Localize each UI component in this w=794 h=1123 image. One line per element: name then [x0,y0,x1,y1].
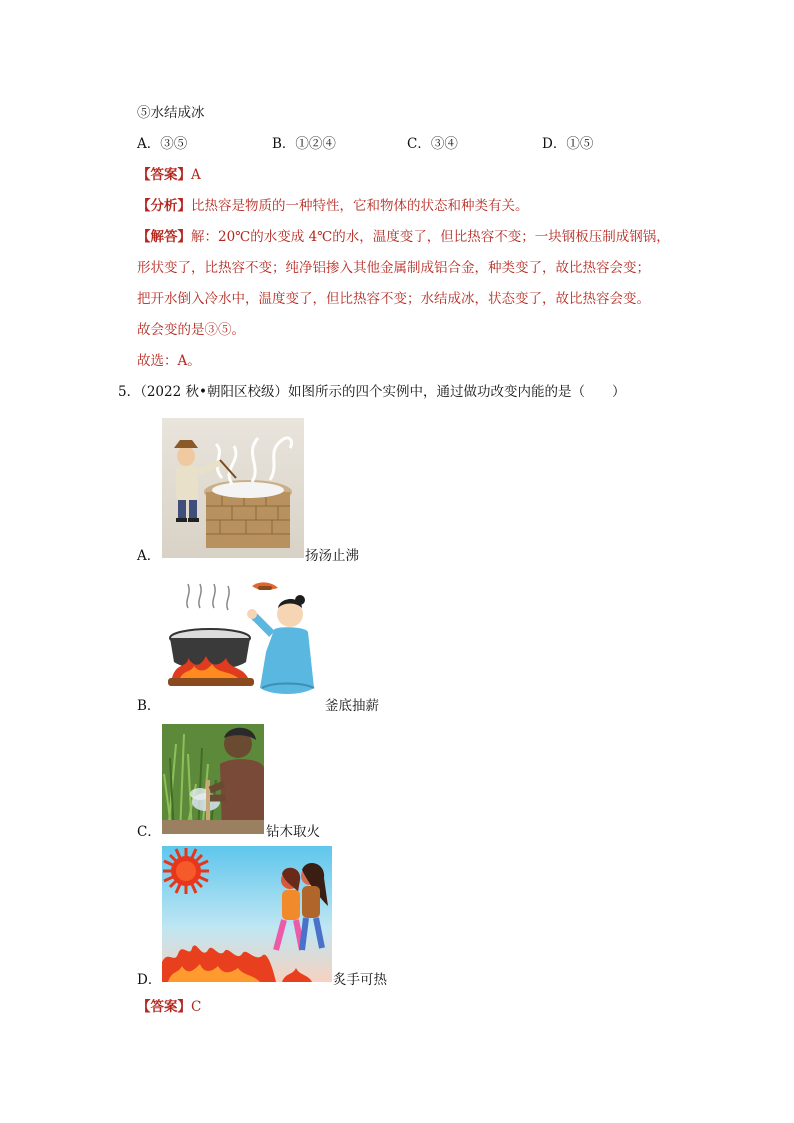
option-d-label: D． [137,972,162,988]
q4-solution-line-2: 形状变了，比热容不变；纯净铝掺入其他金属制成铝合金，种类变了，故比热容会变； [137,260,650,276]
option-d-image [162,846,332,982]
q4-solution-line-1 [137,227,670,247]
q4-answer [137,165,201,185]
option-b-image [162,578,324,708]
option-c-image [162,724,264,834]
solution-text-1: 解：20℃的水变成 4℃的水，温度变了，但比热容不变；一块钢板压制成钢锅， [191,229,670,245]
q5-answer [137,997,201,1017]
option-c-caption: 钻木取火 [266,824,320,840]
q4-choice: 故选：A。 [137,353,201,369]
q4-option-c: C．③④ [407,136,458,152]
option-b-label: B． [137,698,161,714]
q5-stem: 5．（2022 秋•朝阳区校级）如图所示的四个实例中，通过做功改变内能的是（ ） [118,384,626,400]
option-a-caption: 扬汤止沸 [305,548,359,564]
answer-tag: 【答案】 [137,167,191,183]
q4-solution-line-3: 把开水倒入冷水中，温度变了，但比热容不变；水结成冰，状态变了，故比热容会变。 [137,291,650,307]
q4-option-a: A．③⑤ [137,136,188,152]
option-b-caption: 釜底抽薪 [325,698,379,714]
q4-options-row [137,134,593,154]
analysis-tag: 【分析】 [137,198,191,214]
statement-item-5: ⑤水结成冰 [137,105,205,121]
solution-tag: 【解答】 [137,229,191,245]
option-a-image [162,418,304,558]
analysis-text: 比热容是物质的一种特性，它和物体的状态和种类有关。 [191,198,529,214]
option-d-caption: 炙手可热 [333,972,387,988]
q4-analysis [137,196,529,216]
q4-option-d: D．①⑤ [542,136,594,152]
option-a-label: A． [137,548,161,564]
q4-solution-line-4: 故会变的是③⑤。 [137,322,245,338]
q5-answer-tag: 【答案】 [137,999,191,1015]
option-c-label: C． [137,824,161,840]
q4-option-b: B．①②④ [272,136,336,152]
answer-value: A [191,167,201,183]
q5-answer-value: C [191,999,202,1015]
